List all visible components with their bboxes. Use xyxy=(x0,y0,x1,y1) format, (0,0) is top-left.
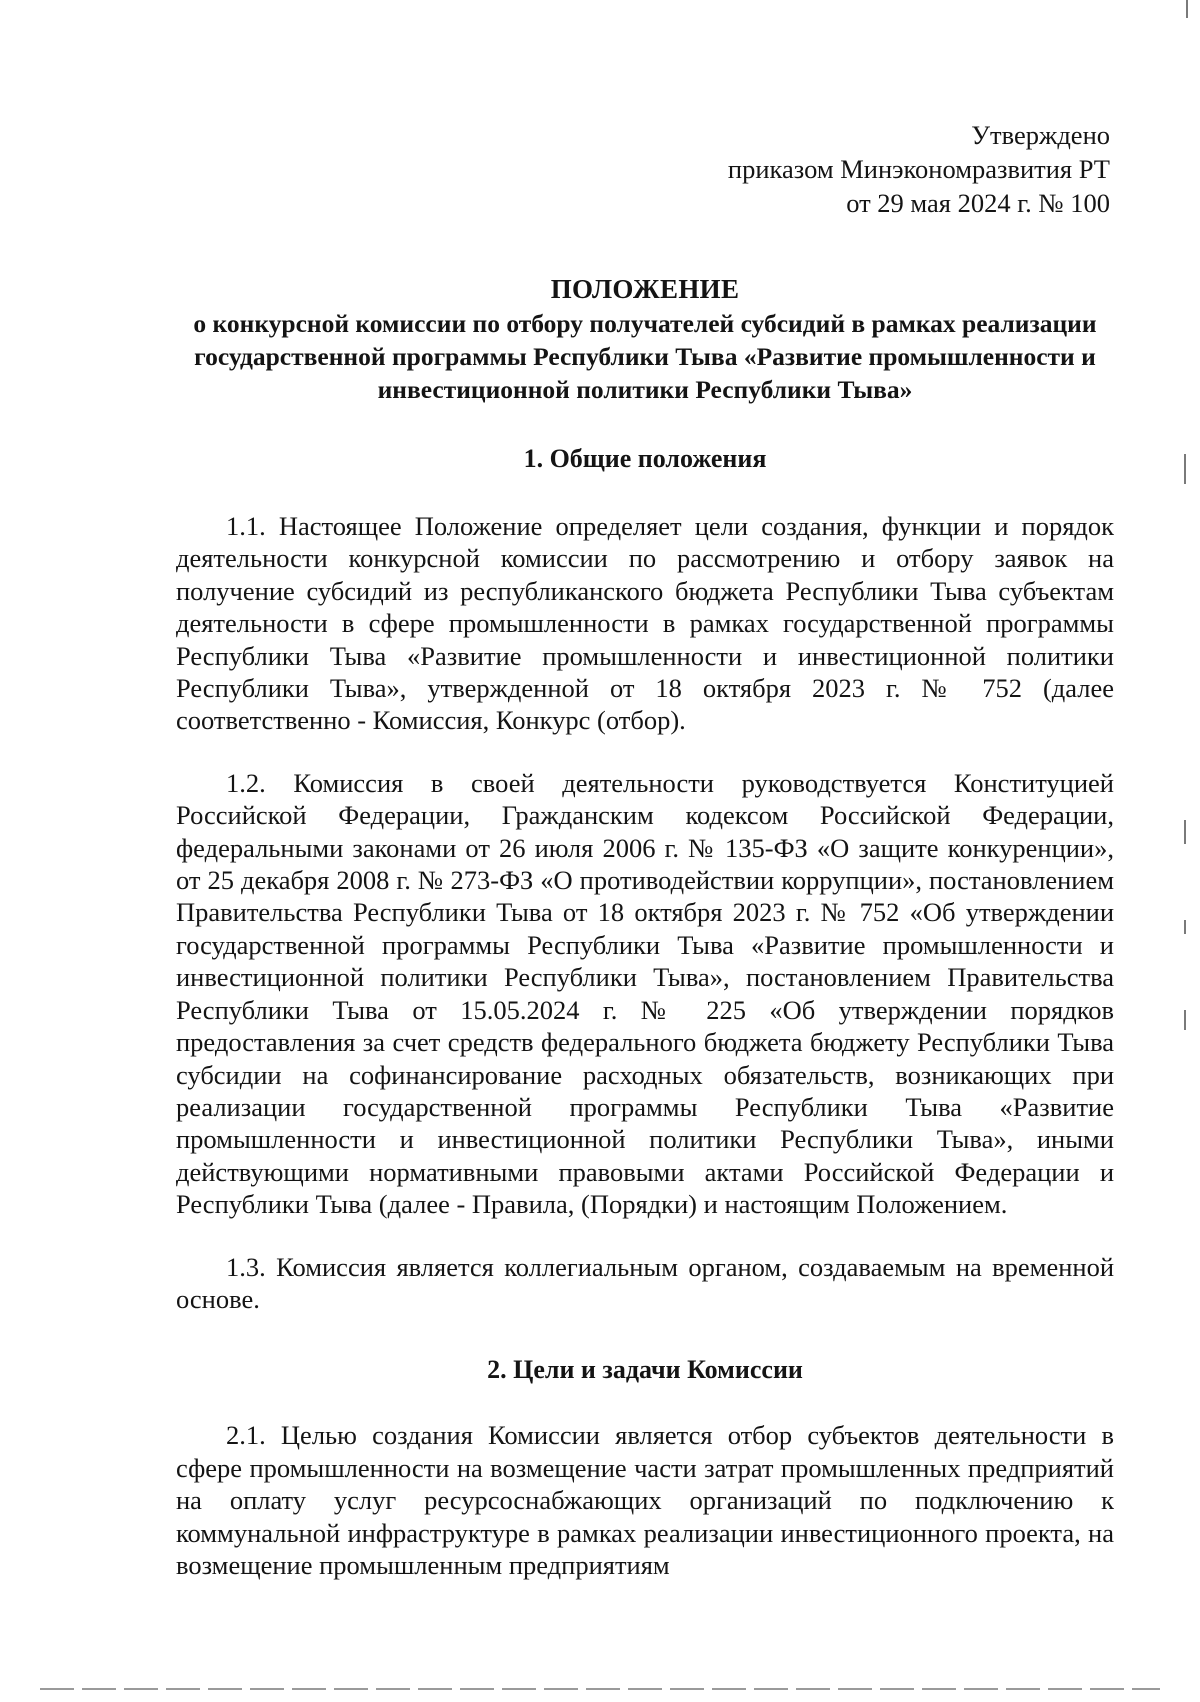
approval-order-line: приказом Минэкономразвития РТ xyxy=(727,154,1110,184)
document-body xyxy=(176,272,1114,1581)
scan-edge-mark xyxy=(1184,454,1186,484)
approval-stamp-block xyxy=(728,118,1110,220)
paragraph-1-1: 1.1. Настоящее Положение определяет цели создания, функции и порядок деятельности конкурсной комиссии по рассмотрению и отбору заявок на получение субсидий из республиканского бюджета Республики Тыва субъектам деятельности в сфере промышленности в рамках государственной программы Республики Тыва «Развитие промышленности и инвестиционной политики Республики Тыва», утвержденной от 18 октября 2023 г. № 752 (далее соответственно - Комиссия, Конкурс (отбор). xyxy=(176,511,1114,736)
paragraph-1-2: 1.2. Комиссия в своей деятельности руководствуется Конституцией Российской Федерации, Гражданским кодексом Российской Федерации, федеральными законами от 26 июля 2006 г. № 135-ФЗ «О защите конкуренции», от 25 декабря 2008 г. № 273-ФЗ «О противодействии коррупции», постановлением Правительства Республики Тыва от 18 октября 2023 г. № 752 «Об утверждении государственной программы Республики Тыва «Развитие промышленности и инвестиционной политики Республики Тыва», постановлением Правительства Республики Тыва от 15.05.2024 г. № 225 «Об утверждении порядков предоставления за счет средств федерального бюджета бюджету Республики Тыва субсидии на софинансирование расходных обязательств, возникающих при реализации государственной программы Республики Тыва «Развитие промышленности и инвестиционной политики Республики Тыва», иными действующими нормативными правовыми актами Российской Федерации и Республики Тыва (далее - Правила, (Порядки) и настоящим Положением. xyxy=(176,767,1114,1220)
scan-edge-mark xyxy=(1184,820,1186,844)
section-heading-general: 1. Общие положения xyxy=(523,444,767,473)
scan-edge-mark xyxy=(1184,920,1186,934)
approval-date-line: от 29 мая 2024 г. № 100 xyxy=(846,188,1110,218)
scan-edge-mark xyxy=(1184,1010,1186,1030)
scan-edge-mark xyxy=(1186,0,1188,18)
paragraph-2-1: 2.1. Целью создания Комиссии является отбор субъектов деятельности в сфере промышленности на возмещение части затрат промышленных предприятий на оплату услуг ресурсоснабжающих организаций по подключению к коммунальной инфраструктуре в рамках реализации инвестиционного проекта, на возмещение промышленным предприятиям xyxy=(176,1420,1114,1580)
approval-line: Утверждено xyxy=(971,120,1110,150)
scan-bottom-edge-line xyxy=(40,1688,1160,1690)
document-subtitle: о конкурсной комиссии по отбору получателей субсидий в рамках реализации государственной программы Республики Тыва «Развитие промышленности и инвестиционной политики Республики Тыва» xyxy=(193,309,1097,404)
document-title: ПОЛОЖЕНИЕ xyxy=(550,274,740,304)
paragraph-1-3: 1.3. Комиссия является коллегиальным органом, создаваемым на временной основе. xyxy=(176,1251,1114,1314)
section-heading-goals: 2. Цели и задачи Комиссии xyxy=(487,1355,803,1385)
